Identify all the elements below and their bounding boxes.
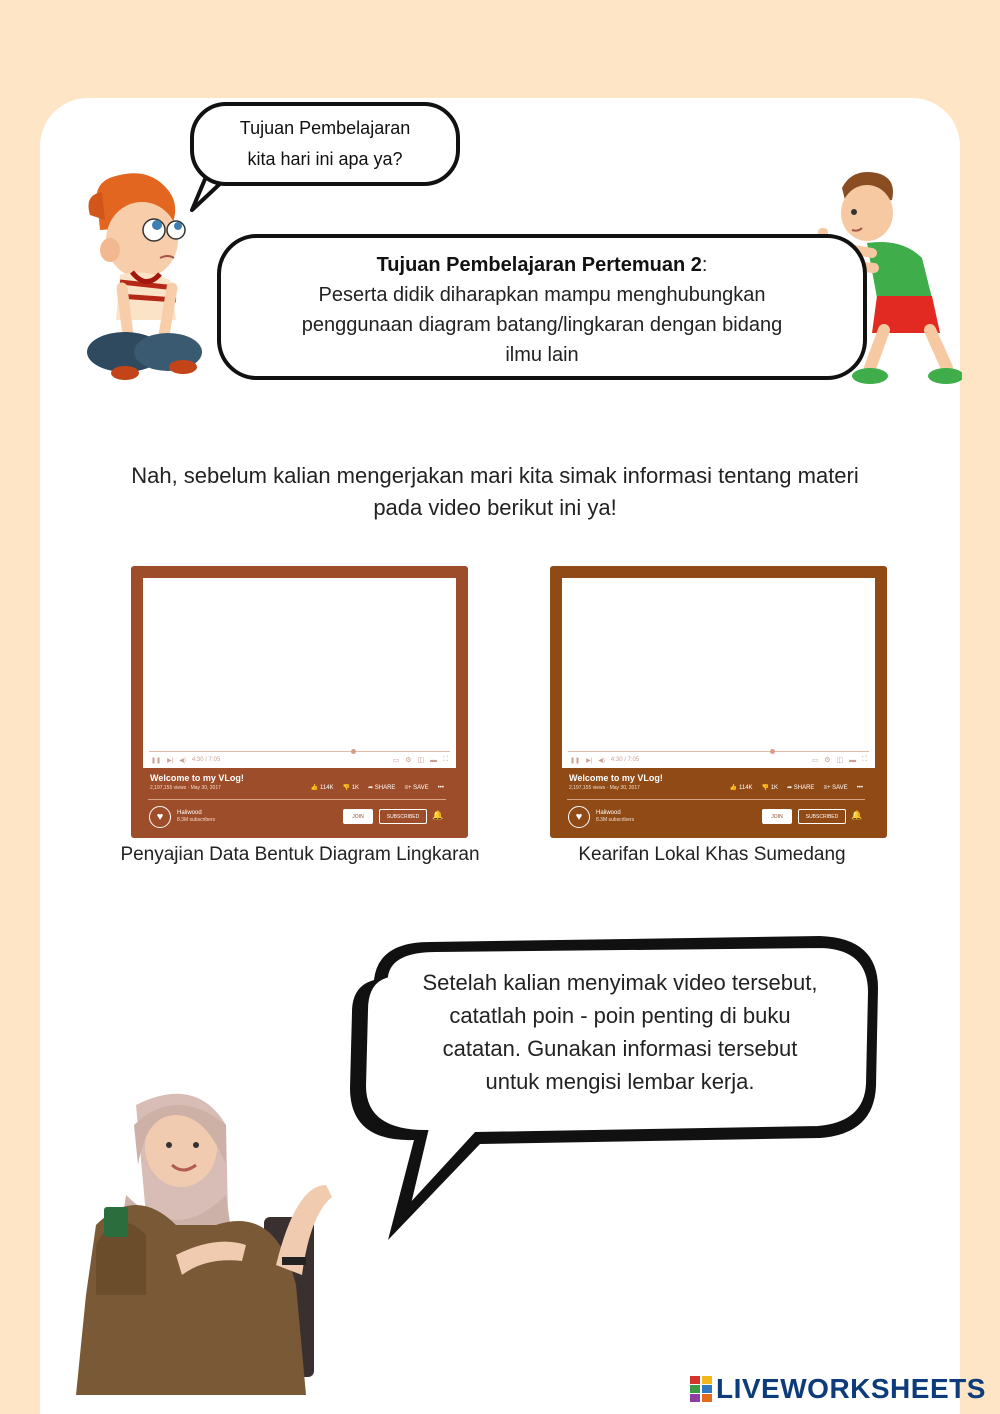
- question-line-1: Tujuan Pembelajaran: [239, 118, 411, 138]
- intro-line-1: Nah, sebelum kalian mengerjakan mari kita simak informasi tentang materi: [131, 463, 859, 488]
- channel-avatar-heart-icon[interactable]: ♥: [568, 806, 590, 828]
- video-title: Welcome to my VLog!: [150, 773, 244, 783]
- teacher-line-2: catatlah poin - poin penting di buku: [449, 1003, 791, 1028]
- video-screen[interactable]: [143, 578, 456, 768]
- divider: [148, 799, 446, 800]
- like-count: 114K: [738, 785, 753, 791]
- join-button[interactable]: JOIN: [343, 809, 373, 824]
- objective-line-1: Peserta didik diharapkan mampu menghubungkan: [318, 284, 766, 306]
- dislike-count: 1K: [351, 785, 360, 791]
- intro-text: [80, 460, 910, 524]
- volume-icon[interactable]: ◀): [598, 757, 605, 764]
- teacher-line-1: Setelah kalian menyimak video tersebut,: [422, 970, 818, 995]
- playback-controls: [151, 754, 220, 766]
- share-icon: ➦: [368, 785, 374, 791]
- liveworksheets-logo: [690, 1373, 986, 1405]
- video-player-2[interactable]: [550, 566, 887, 838]
- video-title: Welcome to my VLog!: [569, 773, 663, 783]
- player-options: [393, 754, 448, 766]
- question-line-2: kita hari ini apa ya?: [247, 149, 403, 169]
- pause-icon[interactable]: ❚❚: [151, 757, 162, 764]
- subscribed-button[interactable]: SUBSCRIBED: [379, 809, 427, 824]
- channel-info: [177, 810, 215, 824]
- channel-name[interactable]: Haliwood: [177, 810, 202, 816]
- time-display: 4:30 / 7:05: [191, 757, 221, 763]
- theater-icon[interactable]: ▬: [849, 756, 857, 764]
- logo-text: LIVEWORKSHEETS: [716, 1373, 986, 1404]
- save-button[interactable]: [404, 785, 428, 791]
- video-meta: 2,197,155 views · May 30, 2017: [569, 785, 640, 791]
- like-button[interactable]: [311, 784, 334, 791]
- like-button[interactable]: [730, 784, 753, 791]
- video-2-caption: Kearifan Lokal Khas Sumedang: [578, 844, 846, 865]
- volume-icon[interactable]: ◀): [179, 757, 186, 764]
- teacher-instruction: [390, 966, 850, 1098]
- settings-icon[interactable]: ⚙: [824, 757, 831, 764]
- pause-icon[interactable]: ❚❚: [570, 757, 581, 764]
- captions-icon[interactable]: ▭: [392, 757, 400, 764]
- dislike-button[interactable]: [762, 784, 779, 791]
- share-label: SHARE: [374, 785, 396, 791]
- video-actions: [311, 784, 444, 791]
- theater-icon[interactable]: ▬: [430, 756, 438, 764]
- next-icon[interactable]: ▶|: [586, 757, 593, 764]
- thumbs-up-icon: 👍: [729, 785, 738, 791]
- teacher-line-3: catatan. Gunakan informasi tersebut: [442, 1036, 798, 1061]
- captions-icon[interactable]: ▭: [811, 757, 819, 764]
- bell-icon[interactable]: 🔔: [851, 810, 863, 820]
- objective-line-2: penggunaan diagram batang/lingkaran dengan bidang: [301, 314, 783, 336]
- intro-line-2: pada video berikut ini ya!: [373, 495, 617, 520]
- dislike-button[interactable]: [343, 784, 360, 791]
- subscriber-count: 8.3M subscribers: [596, 817, 635, 823]
- playlist-add-icon: ≡+: [404, 784, 412, 791]
- miniplayer-icon[interactable]: ◫: [417, 757, 425, 764]
- bell-icon[interactable]: 🔔: [432, 810, 444, 820]
- fullscreen-icon[interactable]: ⛶: [443, 756, 448, 763]
- objective-colon: :: [701, 254, 708, 276]
- liveworksheets-logo-icon: [690, 1376, 712, 1402]
- save-label: SAVE: [413, 784, 429, 791]
- join-button[interactable]: JOIN: [762, 809, 792, 824]
- channel-info: [596, 810, 634, 824]
- thumbs-down-icon: 👎: [761, 785, 770, 791]
- thumbs-up-icon: 👍: [310, 785, 319, 791]
- share-button[interactable]: [368, 784, 395, 791]
- fullscreen-icon[interactable]: ⛶: [862, 756, 867, 763]
- player-options: [812, 754, 867, 766]
- more-icon[interactable]: •••: [856, 784, 863, 791]
- video-meta: 2,197,155 views · May 30, 2017: [150, 785, 221, 791]
- share-button[interactable]: [787, 784, 814, 791]
- question-bubble: [190, 102, 460, 186]
- next-icon[interactable]: ▶|: [167, 757, 174, 764]
- thumbs-down-icon: 👎: [342, 785, 351, 791]
- divider: [567, 799, 865, 800]
- video-1-caption: Penyajian Data Bentuk Diagram Lingkaran: [120, 844, 480, 865]
- playlist-add-icon: ≡+: [823, 784, 831, 791]
- video-player-1[interactable]: [131, 566, 468, 838]
- time-display: 4:30 / 7:05: [610, 757, 640, 763]
- thinking-boy-illustration: [80, 170, 205, 390]
- teacher-line-4: untuk mengisi lembar kerja.: [485, 1069, 755, 1094]
- video-screen[interactable]: [562, 578, 875, 768]
- seek-handle[interactable]: [770, 749, 775, 754]
- playback-controls: [570, 754, 639, 766]
- channel-name[interactable]: Haliwood: [596, 810, 621, 816]
- share-label: SHARE: [793, 785, 815, 791]
- dislike-count: 1K: [770, 785, 779, 791]
- video-actions: [730, 784, 863, 791]
- seek-handle[interactable]: [351, 749, 356, 754]
- seek-bar[interactable]: [149, 751, 450, 752]
- subscriber-count: 8.3M subscribers: [177, 817, 216, 823]
- seek-bar[interactable]: [568, 751, 869, 752]
- like-count: 114K: [319, 785, 334, 791]
- subscribed-button[interactable]: SUBSCRIBED: [798, 809, 846, 824]
- miniplayer-icon[interactable]: ◫: [836, 757, 844, 764]
- objective-line-3: ilmu lain: [505, 344, 579, 366]
- more-icon[interactable]: •••: [437, 784, 444, 791]
- objective-title: Tujuan Pembelajaran Pertemuan 2: [376, 254, 702, 276]
- learning-objective-bubble: [217, 234, 867, 380]
- save-button[interactable]: [823, 785, 847, 791]
- teacher-illustration: [76, 1085, 366, 1405]
- channel-avatar-heart-icon[interactable]: ♥: [149, 806, 171, 828]
- share-icon: ➦: [787, 785, 793, 791]
- save-label: SAVE: [832, 784, 848, 791]
- settings-icon[interactable]: ⚙: [405, 757, 412, 764]
